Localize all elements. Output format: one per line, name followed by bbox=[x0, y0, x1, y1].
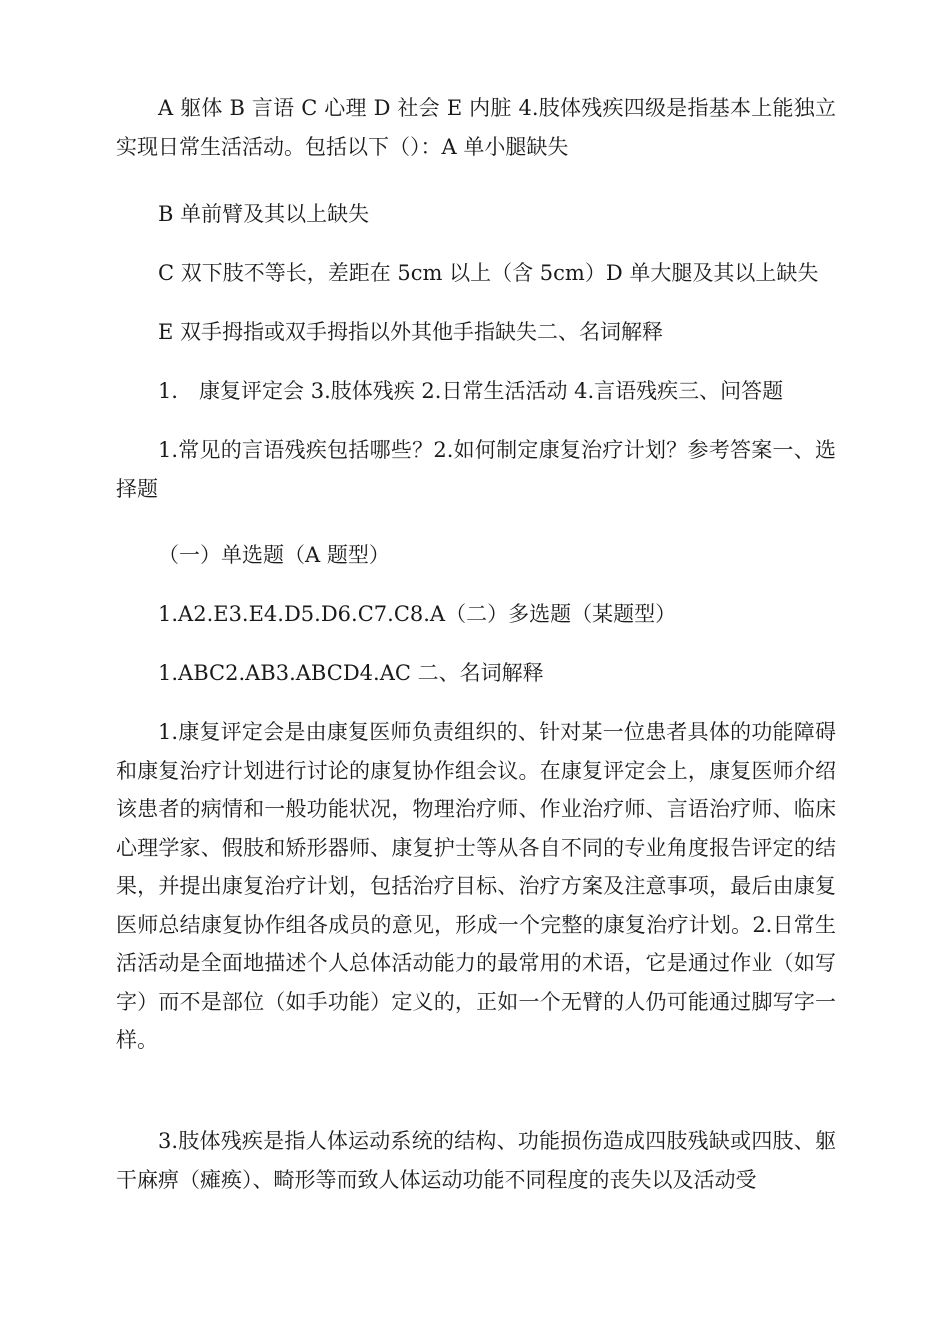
paragraph-terms-list: 1． 康复评定会 3.肢体残疾 2.日常生活活动 4.言语残疾三、问答题 bbox=[158, 379, 784, 403]
paragraph-option-e: E 双手拇指或双手拇指以外其他手指缺失二、名词解释 bbox=[158, 320, 664, 344]
paragraph-option-c-d: C 双下肢不等长，差距在 5cm 以上（含 5cm）D 单大腿及其以上缺失 bbox=[158, 261, 819, 285]
paragraph-limb-disability-definition: 3.肢体残疾是指人体运动系统的结构、功能损伤造成四肢残缺或四肢、躯干麻痹（瘫痪）、畸形等而致人体运动功能不同程度的丧失以及活动受 bbox=[116, 1129, 836, 1192]
paragraph-qa-list: 1.常见的言语残疾包括哪些？2.如何制定康复治疗计划？参考答案一、选择题 bbox=[116, 438, 836, 501]
paragraph-disability-question: A 躯体 B 言语 C 心理 D 社会 E 内脏 4.肢体残疾四级是指基本上能独立实现日常生活活动。包括以下（）：A 单小腿缺失 bbox=[116, 96, 836, 159]
paragraph-option-b: B 单前臂及其以上缺失 bbox=[158, 202, 370, 226]
paragraph-multi-choice-answers: 1.ABC2.AB3.ABCD4.AC 二、名词解释 bbox=[158, 661, 544, 685]
paragraph-single-choice-heading: （一）单选题（A 题型） bbox=[158, 543, 390, 567]
paragraph-single-choice-answers: 1.A2.E3.E4.D5.D6.C7.C8.A（二）多选题（某题型） bbox=[158, 602, 677, 626]
paragraph-term-definitions: 1.康复评定会是由康复医师负责组织的、针对某一位患者具体的功能障碍和康复治疗计划进行讨论的康复协作组会议。在康复评定会上，康复医师介绍该患者的病情和一般功能状况，物理治疗师、作业治疗师、言语治疗师、临床心理学家、假肢和矫形器师、康复护士等从各自不同的专业角度报告评定的结果，并提出康复治疗计划，包括治疗目标、治疗方案及注意事项，最后由康复医师总结康复协作组各成员的意见，形成一个完整的康复治疗计划。2.日常生活活动是全面地描述个人总体活动能力的最常用的术语，它是通过作业（如写字）而不是部位（如手功能）定义的，正如一个无臂的人仍可能通过脚写字一样。 bbox=[116, 720, 836, 1052]
